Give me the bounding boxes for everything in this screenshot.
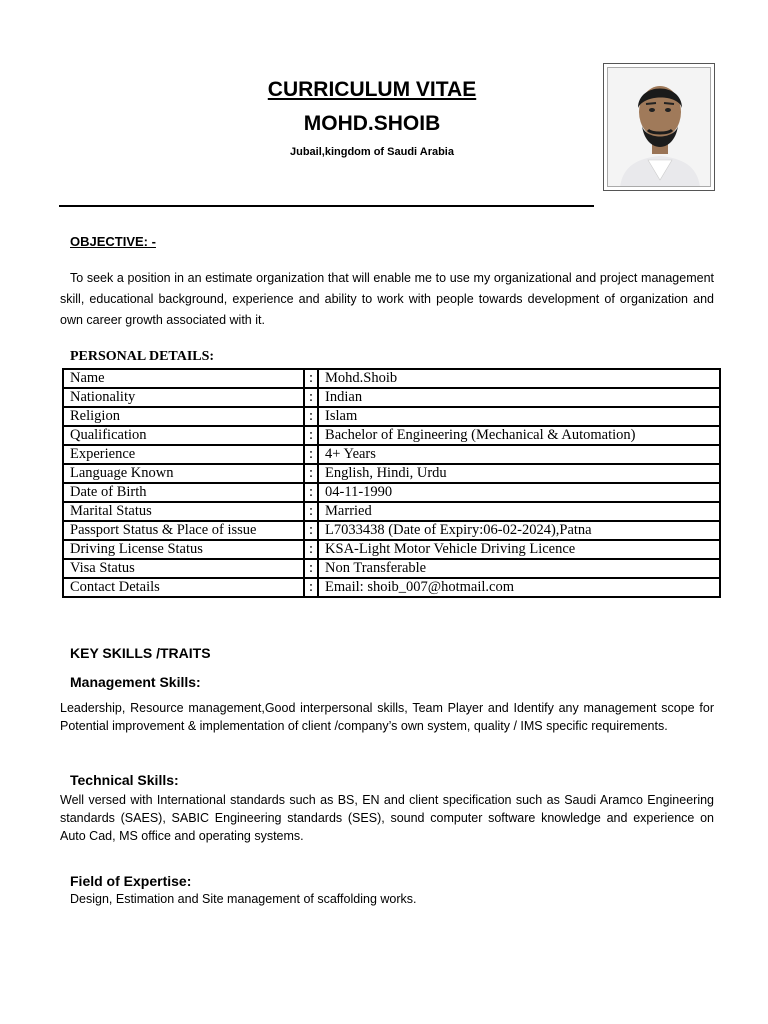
detail-label: Nationality — [63, 388, 304, 407]
table-row — [63, 445, 720, 464]
detail-value: Indian — [318, 388, 720, 407]
person-portrait-icon — [608, 68, 711, 187]
detail-value: Non Transferable — [318, 559, 720, 578]
detail-value: KSA-Light Motor Vehicle Driving Licence — [318, 540, 720, 559]
field-of-expertise-text: Design, Estimation and Site management of scaffolding works. — [70, 892, 417, 906]
detail-value: Islam — [318, 407, 720, 426]
table-row — [63, 483, 720, 502]
detail-separator: : — [304, 369, 318, 388]
detail-label: Visa Status — [63, 559, 304, 578]
detail-value: 4+ Years — [318, 445, 720, 464]
candidate-location: Jubail,kingdom of Saudi Arabia — [289, 146, 454, 158]
table-row — [63, 521, 720, 540]
candidate-name: MOHD.SHOIB — [303, 112, 441, 135]
management-skills-text: Leadership, Resource management,Good interpersonal skills, Team Player and Identify any management scope for Potential improvement & implementation of client /company’s own system, quality / IMS specific requirements. — [60, 701, 714, 733]
detail-separator: : — [304, 540, 318, 559]
key-skills-heading: KEY SKILLS /TRAITS — [70, 645, 211, 661]
table-row — [63, 464, 720, 483]
detail-separator: : — [304, 464, 318, 483]
technical-skills-text: Well versed with International standards such as BS, EN and client specification such as Saudi Aramco Engineering standards (SAES), SABIC Engineering standards (SES), sound computer software knowledge and experience on Auto Cad, MS office and operating systems. — [60, 793, 714, 843]
detail-separator: : — [304, 578, 318, 597]
detail-separator: : — [304, 388, 318, 407]
detail-value: 04-11-1990 — [318, 483, 720, 502]
detail-value: Bachelor of Engineering (Mechanical & Automation) — [318, 426, 720, 445]
detail-value: Email: shoib_007@hotmail.com — [318, 578, 720, 597]
table-row — [63, 502, 720, 521]
detail-label: Language Known — [63, 464, 304, 483]
detail-label: Date of Birth — [63, 483, 304, 502]
document-title: CURRICULUM VITAE — [267, 78, 477, 101]
personal-details-table — [62, 368, 721, 598]
technical-skills-heading: Technical Skills: — [70, 772, 179, 788]
detail-label: Experience — [63, 445, 304, 464]
detail-separator: : — [304, 426, 318, 445]
detail-separator: : — [304, 445, 318, 464]
personal-details-heading: PERSONAL DETAILS: — [70, 349, 215, 364]
detail-label: Name — [63, 369, 304, 388]
profile-photo — [603, 63, 715, 191]
detail-label: Qualification — [63, 426, 304, 445]
detail-label: Driving License Status — [63, 540, 304, 559]
detail-value: English, Hindi, Urdu — [318, 464, 720, 483]
table-row — [63, 407, 720, 426]
detail-value: L7033438 (Date of Expiry:06-02-2024),Patna — [318, 521, 720, 540]
detail-label: Passport Status & Place of issue — [63, 521, 304, 540]
table-row — [63, 369, 720, 388]
management-skills-heading: Management Skills: — [70, 674, 201, 690]
objective-heading: OBJECTIVE: - — [70, 234, 156, 249]
detail-separator: : — [304, 502, 318, 521]
table-row — [63, 559, 720, 578]
field-of-expertise-heading: Field of Expertise: — [70, 873, 192, 889]
header-divider — [59, 205, 594, 207]
detail-label: Contact Details — [63, 578, 304, 597]
detail-label: Religion — [63, 407, 304, 426]
detail-separator: : — [304, 483, 318, 502]
detail-value: Married — [318, 502, 720, 521]
table-row — [63, 578, 720, 597]
detail-label: Marital Status — [63, 502, 304, 521]
objective-text: To seek a position in an estimate organization that will enable me to use my organizational and project management skill, educational background, experience and ability to work with people towards development of organization and own career growth associated with it. — [60, 271, 714, 327]
detail-separator: : — [304, 521, 318, 540]
detail-separator: : — [304, 559, 318, 578]
table-row — [63, 426, 720, 445]
detail-separator: : — [304, 407, 318, 426]
detail-value: Mohd.Shoib — [318, 369, 720, 388]
table-row — [63, 388, 720, 407]
table-row — [63, 540, 720, 559]
